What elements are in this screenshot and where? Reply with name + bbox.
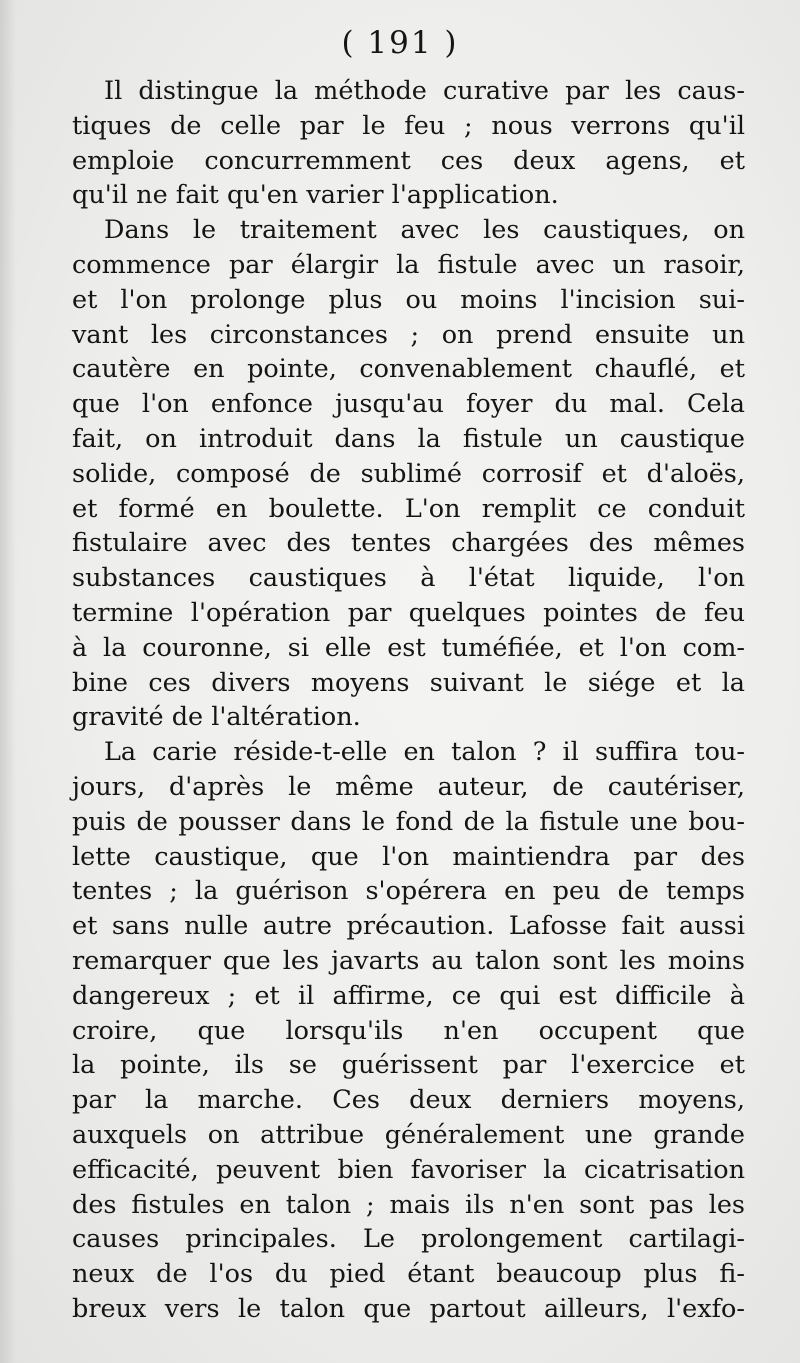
text-line: lette caustique, que l'on maintiendra par des	[72, 841, 745, 872]
text-line: efficacité, peuvent bien favoriser la cicatrisation	[72, 1154, 745, 1185]
text-line: dangereux ; et il affirme, ce qui est difficile à	[72, 980, 745, 1011]
text-line: bine ces divers moyens suivant le siége et la	[72, 667, 745, 698]
text-line: commence par élargir la fistule avec un rasoir,	[72, 249, 745, 280]
text-line: la pointe, ils se guérissent par l'exercice et	[72, 1050, 745, 1081]
text-line: fistulaire avec des tentes chargées des mêmes	[72, 528, 745, 559]
text-line: croire, que lorsqu'ils n'en occupent que	[72, 1015, 745, 1046]
text-line: substances caustiques à l'état liquide, l'on	[72, 563, 745, 594]
text-line: qu'il ne fait qu'en varier l'application.	[72, 180, 559, 211]
text-line: tentes ; la guérison s'opérera en peu de temps	[72, 876, 745, 907]
text-line: solide, composé de sublimé corrosif et d'aloës,	[72, 458, 745, 489]
text-line: puis de pousser dans le fond de la fistule une bou-	[72, 806, 745, 837]
text-line: La carie réside-t-elle en talon ? il suffira tou-	[104, 737, 745, 768]
text-line: et l'on prolonge plus ou moins l'incision sui-	[72, 284, 745, 315]
text-line: jours, d'après le même auteur, de cautériser,	[72, 771, 745, 802]
text-line: à la couronne, si elle est tuméfiée, et l'on com-	[72, 632, 745, 663]
text-line: cautère en pointe, convenablement chauflé, et	[72, 354, 745, 385]
text-line: tiques de celle par le feu ; nous verrons qu'il	[72, 110, 745, 141]
text-line: Dans le traitement avec les caustiques, on	[104, 215, 745, 246]
text-line: que l'on enfonce jusqu'au foyer du mal. Cela	[72, 389, 745, 420]
body-text	[72, 74, 745, 1327]
text-line: remarquer que les javarts au talon sont les moins	[72, 945, 745, 976]
text-line: emploie concurremment ces deux agens, et	[72, 145, 745, 176]
page-number: ( 191 )	[341, 25, 459, 61]
text-line: breux vers le talon que partout ailleurs, l'exfo-	[72, 1293, 745, 1324]
text-line: par la marche. Ces deux derniers moyens,	[72, 1085, 745, 1116]
text-line: des fistules en talon ; mais ils n'en sont pas les	[72, 1189, 745, 1220]
text-line: termine l'opération par quelques pointes de feu	[72, 597, 745, 628]
text-line: Il distingue la méthode curative par les caus-	[104, 76, 745, 106]
text-line: fait, on introduit dans la fistule un caustique	[72, 423, 745, 454]
text-line: et sans nulle autre précaution. Lafosse fait aussi	[72, 911, 745, 942]
text-line: neux de l'os du pied étant beaucoup plus fi-	[72, 1259, 745, 1290]
text-line: auxquels on attribue généralement une grande	[72, 1119, 745, 1150]
text-line: vant les circonstances ; on prend ensuite un	[72, 319, 745, 350]
text-line: causes principales. Le prolongement cartilagi-	[72, 1224, 745, 1255]
text-line: gravité de l'altération.	[72, 702, 361, 733]
text-line: et formé en boulette. L'on remplit ce conduit	[72, 493, 745, 524]
page-edge-shadow	[0, 0, 16, 1363]
